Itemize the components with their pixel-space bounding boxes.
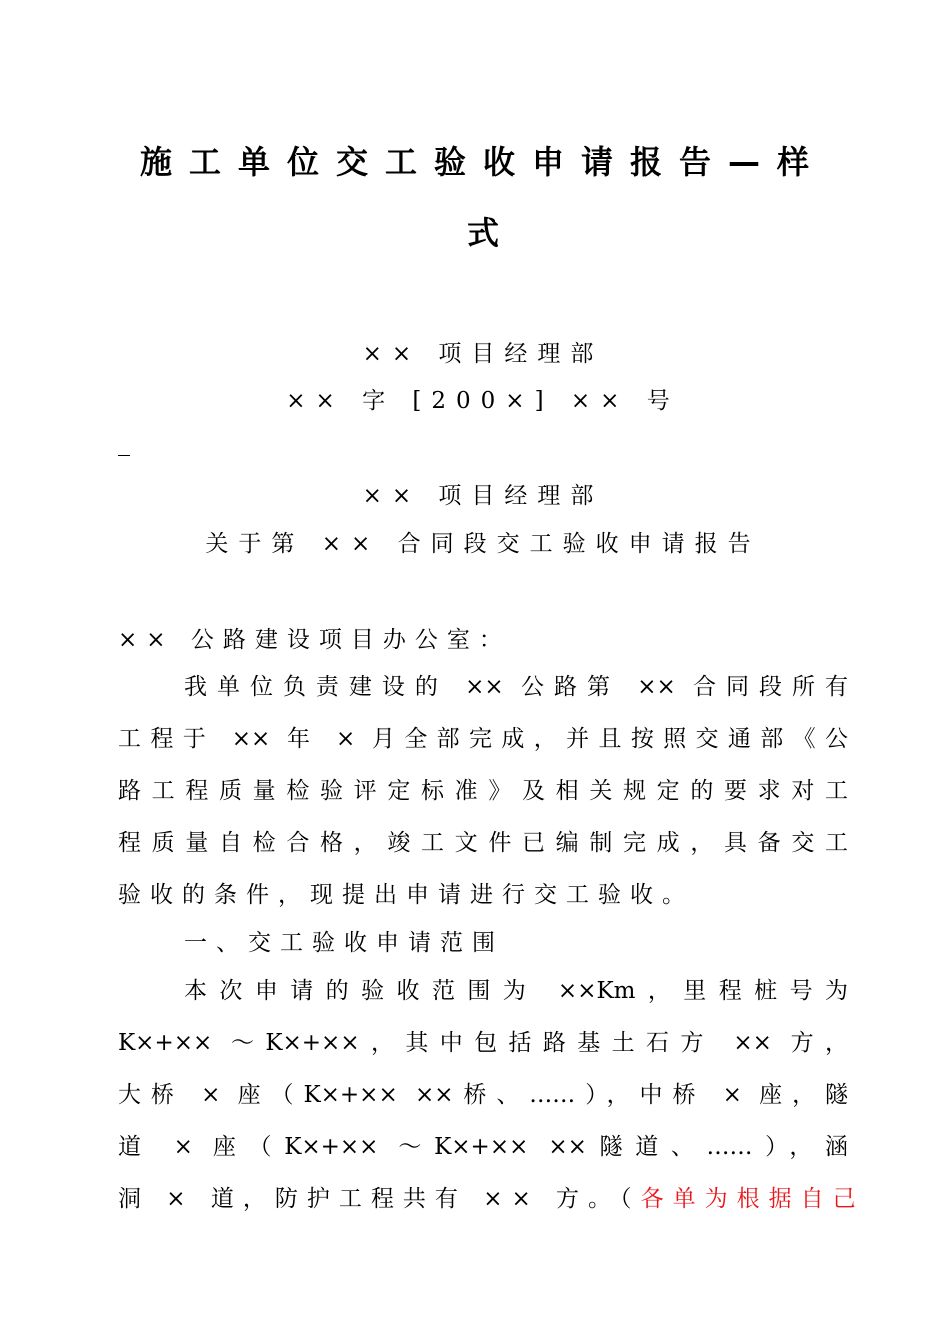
paragraph1-line: 路工程质量检验评定标准》及相关规定的要求对工	[118, 778, 848, 804]
paragraph1-line: 程质量自检合格，竣工文件已编制完成，具备交工	[118, 830, 848, 856]
subject-title: 关于第 ×× 合同段交工验收申请报告	[205, 531, 761, 557]
red-note-text: 各单为根据自己	[640, 1186, 865, 1212]
document-title-line1: 施工单位交工验收申请报告—样	[139, 143, 826, 181]
divider-mark	[118, 455, 130, 456]
paragraph2-line: 本次申请的验收范围为 ××Km，里程桩号为	[184, 978, 848, 1004]
paragraph2-line: 道 × 座（K×+×× ～K×+×× ××隧道、……），涵	[118, 1134, 848, 1160]
document-title-line2: 式	[466, 214, 499, 252]
paragraph1-line: 工程于 ×× 年 × 月全部完成，并且按照交通部《公	[118, 726, 848, 752]
paragraph2-last-text: 洞 × 道，防护工程共有 ×× 方。（	[118, 1186, 641, 1212]
paragraph2-last-line	[118, 1183, 865, 1215]
paragraph2-line: 大桥 × 座（K×+×× ××桥、……），中桥 × 座，隧	[118, 1082, 848, 1108]
recipient-line: ×× 公路建设项目办公室：	[118, 627, 511, 653]
paragraph1-line: 验收的条件，现提出申请进行交工验收。	[118, 882, 694, 908]
paragraph1-line: 我单位负责建设的 ×× 公路第 ×× 合同段所有	[184, 674, 848, 700]
paragraph2-line: K×+×× ～K×+××，其中包括路基土石方 ×× 方，	[118, 1030, 848, 1056]
subject-org: ×× 项目经理部	[362, 483, 604, 509]
header-org: ×× 项目经理部	[362, 341, 604, 367]
section1-heading: 一、交工验收申请范围	[184, 930, 504, 956]
header-doc-number: ×× 字 [200×] ×× 号	[286, 388, 680, 414]
